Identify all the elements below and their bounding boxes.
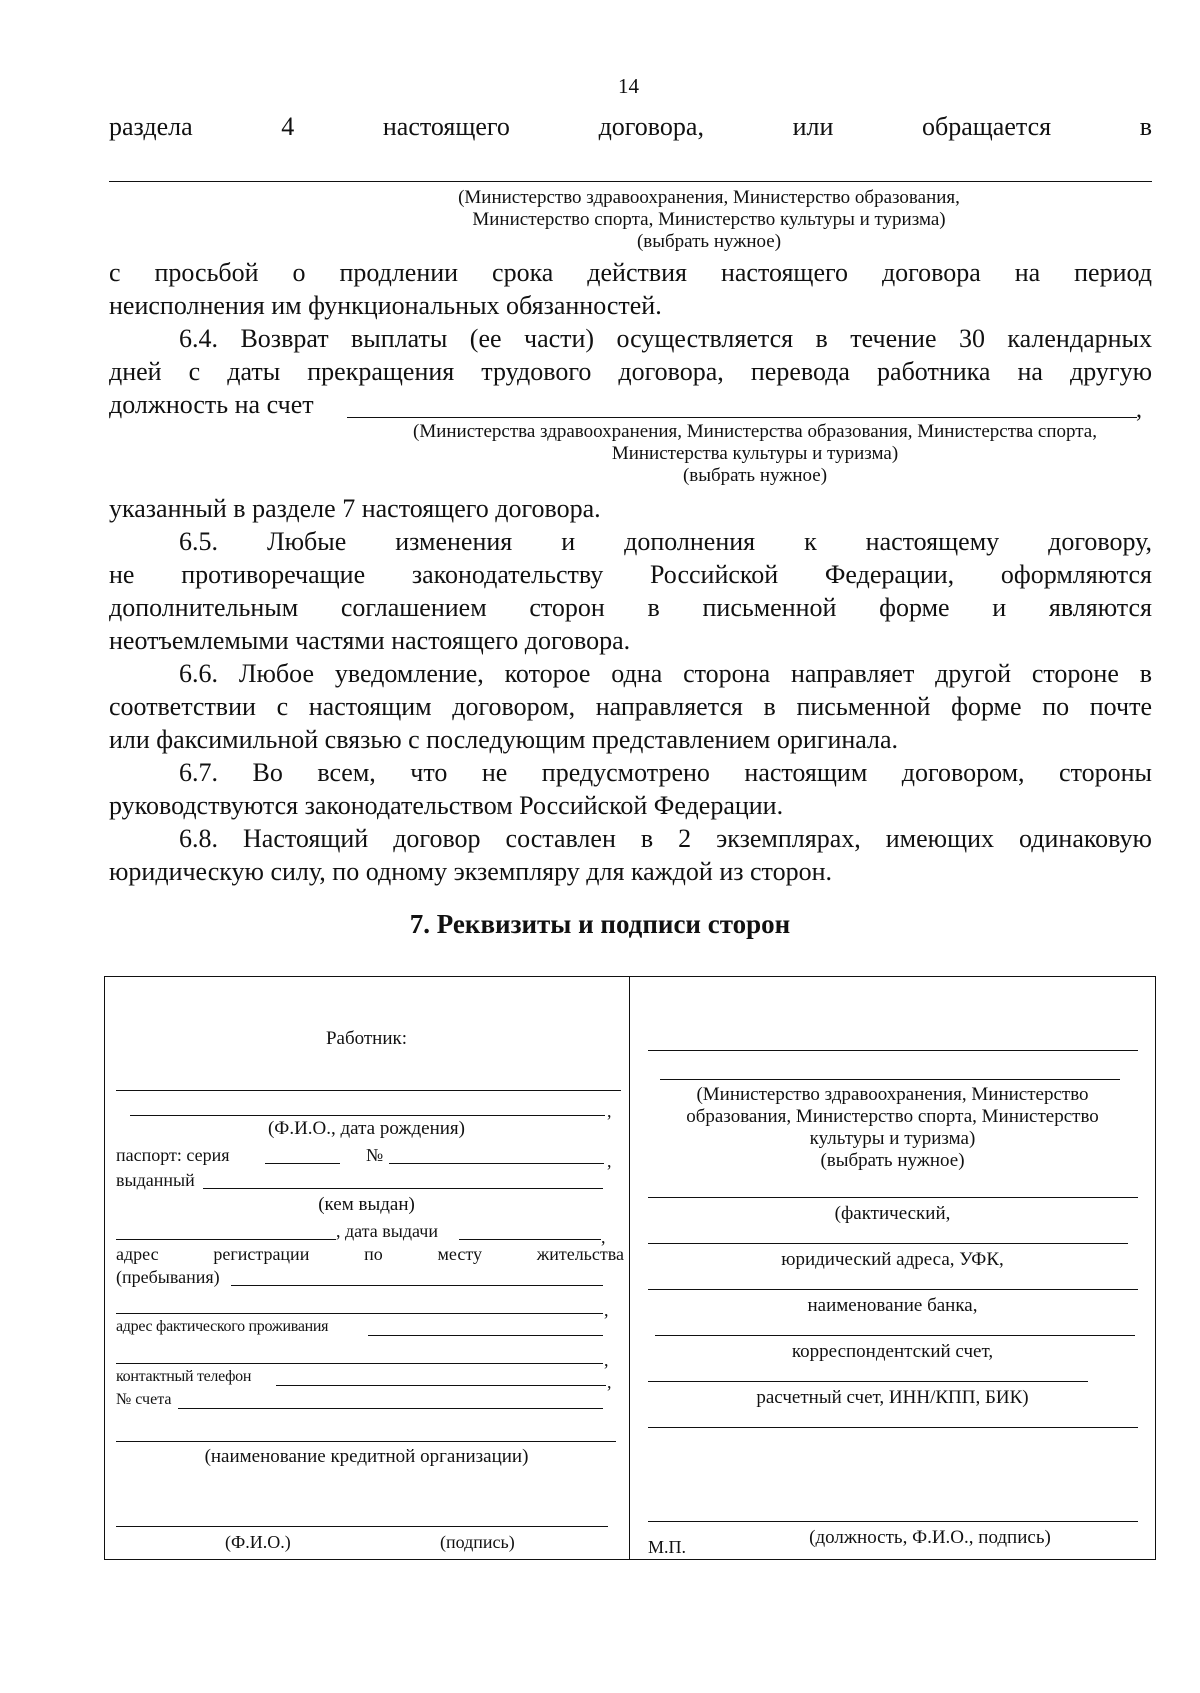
credit-org-line — [116, 1441, 616, 1442]
employer-ministries-note: (Министерство здравоохранения, Министерство образования, Министерство спорта, Министерство культуры и туризма) (выбрать нужное) — [686, 1084, 1099, 1171]
paragraph-6-6-line2: соответствии с настоящим договором, направляется в письменной форме по почте — [109, 692, 1152, 721]
fill-line — [116, 1313, 603, 1314]
paragraph-6-4-end: указанный в разделе 7 настоящего договора. — [109, 494, 601, 523]
fio-birth-note: (Ф.И.О., дата рождения) — [267, 1118, 465, 1139]
signature-line — [116, 1526, 608, 1527]
employee-title: Работник: — [325, 1028, 408, 1049]
word: 4 — [281, 112, 295, 141]
issue-date-line — [459, 1239, 601, 1240]
paragraph-6-5-line1: 6.5. Любые изменения и дополнения к настоящему договору, — [179, 527, 1152, 556]
paragraph-request-line2: неисполнения им функциональных обязанностей. — [109, 291, 662, 320]
stay-label: (пребывания) — [116, 1267, 220, 1287]
paragraph-request-line1: с просьбой о продлении срока действия настоящего договора на период — [109, 258, 1152, 287]
comma: , — [607, 1101, 612, 1121]
paragraph-6-4-line1: 6.4. Возврат выплаты (ее части) осуществляется в течение 30 календарных — [179, 324, 1152, 353]
paragraph-6-4-line2: дней с даты прекращения трудового договора, перевода работника на другую — [109, 357, 1152, 386]
ministry-note-2: (Министерства здравоохранения, Министерства образования, Министерства спорта, Министерства культуры и туризма) (выбрать нужное) — [413, 421, 1097, 486]
paragraph-6-4-line3: должность на счет — [109, 390, 314, 419]
issue-date-label: , дата выдачи — [336, 1221, 438, 1241]
phone-label: контактный телефон — [116, 1368, 252, 1385]
passport-number-line — [389, 1163, 604, 1164]
comma: , — [607, 1151, 612, 1171]
paragraph-6-5-line3: дополнительным соглашением сторон в письменной форме и являются — [109, 593, 1152, 622]
settlement-note: расчетный счет, ИНН/КПП, БИК) — [756, 1387, 1029, 1408]
comma: , — [601, 1227, 606, 1247]
issued-line — [203, 1188, 603, 1189]
ministry-fill-line — [109, 181, 1152, 182]
reg-address-row: адрес регистрации по месту жительства — [116, 1244, 624, 1264]
fill-line — [655, 1335, 1135, 1336]
fill-line — [648, 1289, 1138, 1290]
stamp-label: М.П. — [648, 1537, 687, 1557]
ministry-note-1: (Министерство здравоохранения, Министерство образования, Министерство спорта, Министерство культуры и туризма) (выбрать нужное) — [458, 187, 960, 252]
credit-org-note: (наименование кредитной организации) — [204, 1446, 529, 1467]
issued-label: выданный — [116, 1170, 195, 1190]
account-line — [178, 1408, 603, 1409]
paragraph-6-7-end: руководствуются законодательством Российской Федерации. — [109, 791, 784, 820]
comma: , — [607, 1372, 612, 1392]
fill-line — [660, 1079, 1120, 1080]
word: в — [1139, 112, 1152, 141]
paragraph-6-5-end: неотъемлемыми частями настоящего договора. — [109, 626, 631, 655]
paragraph-6-6-line1: 6.6. Любое уведомление, которое одна сторона направляет другой стороне в — [179, 659, 1152, 688]
paragraph-6-8-line1: 6.8. Настоящий договор составлен в 2 экземплярах, имеющих одинаковую — [179, 824, 1152, 853]
fill-line — [648, 1427, 1138, 1428]
top-row — [109, 111, 1152, 143]
actual-address-label: адрес фактического проживания — [116, 1318, 329, 1335]
word: договора, — [598, 112, 704, 141]
issued-by-note: (кем выдан) — [318, 1194, 415, 1215]
legal-address-note: юридический адреса, УФК, — [781, 1249, 1004, 1270]
word: настоящего — [382, 112, 510, 141]
paragraph-6-8-end: юридическую силу, по одному экземпляру для каждой из сторон. — [109, 857, 832, 886]
signature-note: (подпись) — [440, 1532, 515, 1552]
passport-number-label: № — [366, 1145, 384, 1165]
passport-series-line — [265, 1163, 340, 1164]
account-label: № счета — [116, 1391, 172, 1408]
phone-line — [276, 1385, 606, 1386]
word: или — [792, 112, 834, 141]
word: раздела — [109, 112, 193, 141]
paragraph-6-6-end: или факсимильной связью с последующим представлением оригинала. — [109, 725, 899, 754]
paragraph-6-5-line2: не противоречащие законодательству Российской Федерации, оформляются — [109, 560, 1152, 589]
actual-address-line — [368, 1335, 603, 1336]
account-fill-line — [347, 417, 1137, 418]
word: обращается — [922, 112, 1052, 141]
section-heading: 7. Реквизиты и подписи сторон — [409, 909, 791, 939]
passport-series-label: паспорт: серия — [116, 1145, 230, 1165]
signature-line — [648, 1521, 1138, 1522]
fill-line — [648, 1243, 1128, 1244]
comma: , — [604, 1300, 609, 1320]
stay-line — [231, 1285, 603, 1286]
fill-line — [648, 1381, 1088, 1382]
fill-line — [130, 1115, 605, 1116]
actual-address-note: (фактический, — [834, 1203, 951, 1224]
comma: , — [604, 1350, 609, 1370]
fill-line — [116, 1090, 621, 1091]
fill-line — [116, 1363, 603, 1364]
bank-name-note: наименование банка, — [807, 1295, 978, 1316]
fio-note: (Ф.И.О.) — [225, 1532, 291, 1552]
fill-line — [648, 1050, 1138, 1051]
page-number: 14 — [618, 74, 639, 98]
corr-account-note: корреспондентский счет, — [791, 1341, 994, 1362]
issued-by-line — [116, 1239, 336, 1240]
paragraph-6-7-line1: 6.7. Во всем, что не предусмотрено настоящим договором, стороны — [179, 758, 1152, 787]
position-sign-note: (должность, Ф.И.О., подпись) — [809, 1527, 1051, 1548]
fill-line — [648, 1197, 1138, 1198]
comma: , — [1136, 397, 1142, 423]
